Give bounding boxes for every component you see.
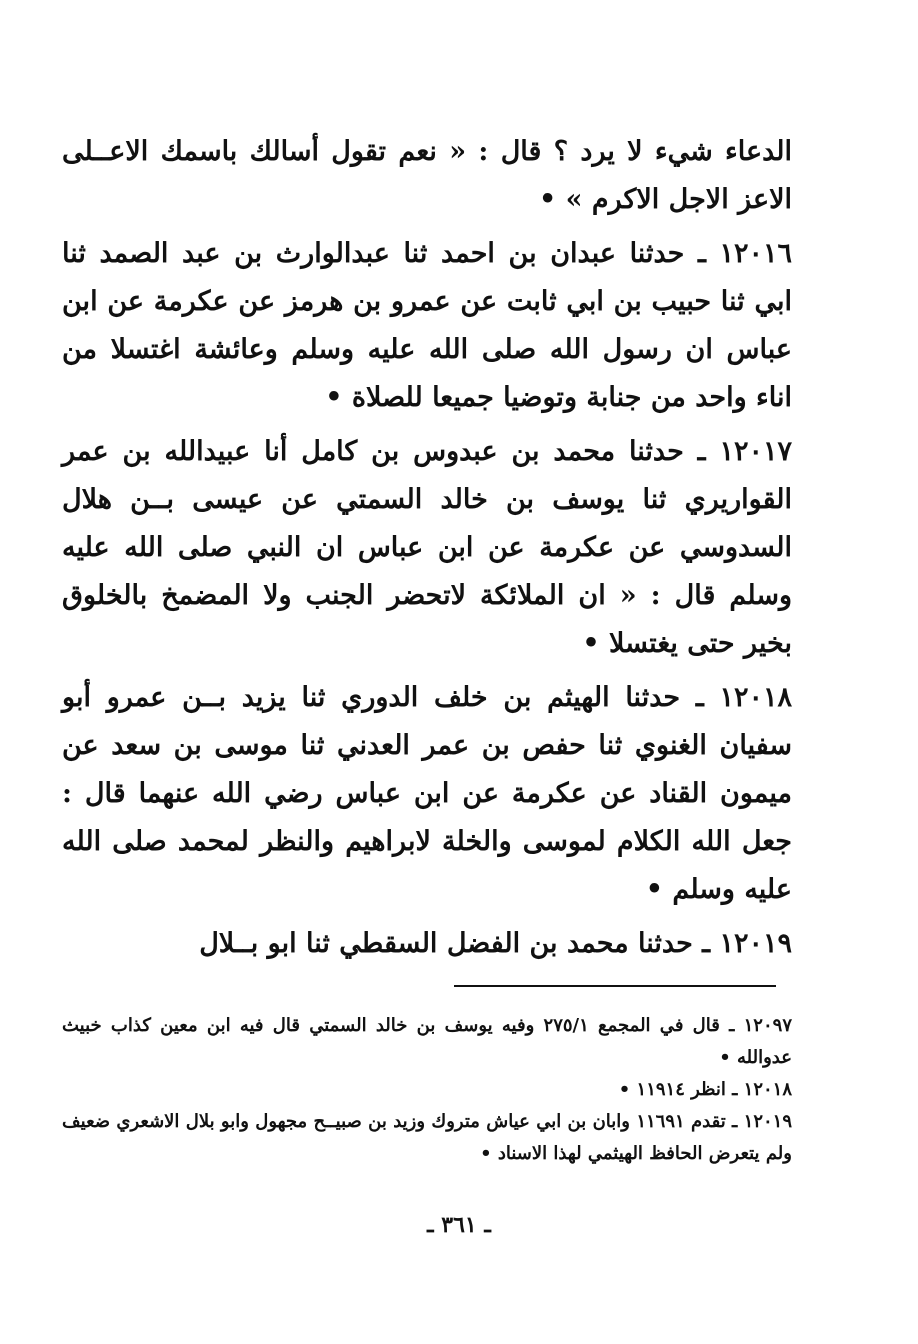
footnotes (62, 1010, 792, 1170)
page-number: ـ ٣٦١ ـ (427, 1212, 491, 1238)
hadith-12019: ١٢٠١٩ ـ حدثنا محمد بن الفضل السقطي ثنا ابو بــلال (199, 928, 792, 959)
footnote-12017: ١٢٠٩٧ ـ قال في المجمع ٢٧٥/١ وفيه يوسف بن خالد السمتي قال فيه ابن معين كذاب خبيث عدوالله • (62, 1015, 792, 1068)
footnote-12019: ١٢٠١٩ ـ تقدم ١١٦٩١ وابان بن ابي عياش متروك وزيد بن صبيــح مجهول وابو بلال الاشعري ضعيف ولم يتعرض الحافظ الهيثمي لهذا الاسناد • (62, 1111, 792, 1164)
footnote-12018: ١٢٠١٨ ـ انظر ١١٩١٤ • (618, 1079, 792, 1100)
hadith-12016: ١٢٠١٦ ـ حدثنا عبدان بن احمد ثنا عبدالوارث بن عبد الصمد ثنا ابي ثنا حبيب بن ابي ثابت عن عمرو بن هرمز عن عكرمة عن ابن عباس ان رسول الله صلى الله عليه وسلم وعائشة اغتسلا من اناء واحد من جنابة وتوضيا جميعا للصلاة • (62, 238, 792, 413)
main-text (62, 128, 792, 968)
hadith-12018: ١٢٠١٨ ـ حدثنا الهيثم بن خلف الدوري ثنا يزيد بــن عمرو أبو سفيان الغنوي ثنا حفص بن عمر العدني ثنا موسى بن سعد عن ميمون القناد عن عكرمة عن ابن عباس رضي الله عنهما قال : جعل الله الكلام لموسى والخلة لابراهيم والنظر لمحمد صلى الله عليه وسلم • (62, 682, 792, 905)
hadith-12017: ١٢٠١٧ ـ حدثنا محمد بن عبدوس بن كامل أنا عبيدالله بن عمر القواريري ثنا يوسف بن خالد السمتي عن عيسى بــن هلال السدوسي عن عكرمة عن ابن عباس ان النبي صلى الله عليه وسلم قال : « ان الملائكة لاتحضر الجنب ولا المضمخ بالخلوق بخير حتى يغتسلا • (62, 436, 792, 659)
paragraph-continuation: الدعاء شيء لا يرد ؟ قال : « نعم تقول أسالك باسمك الاعــلى الاعز الاجل الاكرم » • (62, 136, 792, 215)
footnote-divider (454, 985, 776, 987)
